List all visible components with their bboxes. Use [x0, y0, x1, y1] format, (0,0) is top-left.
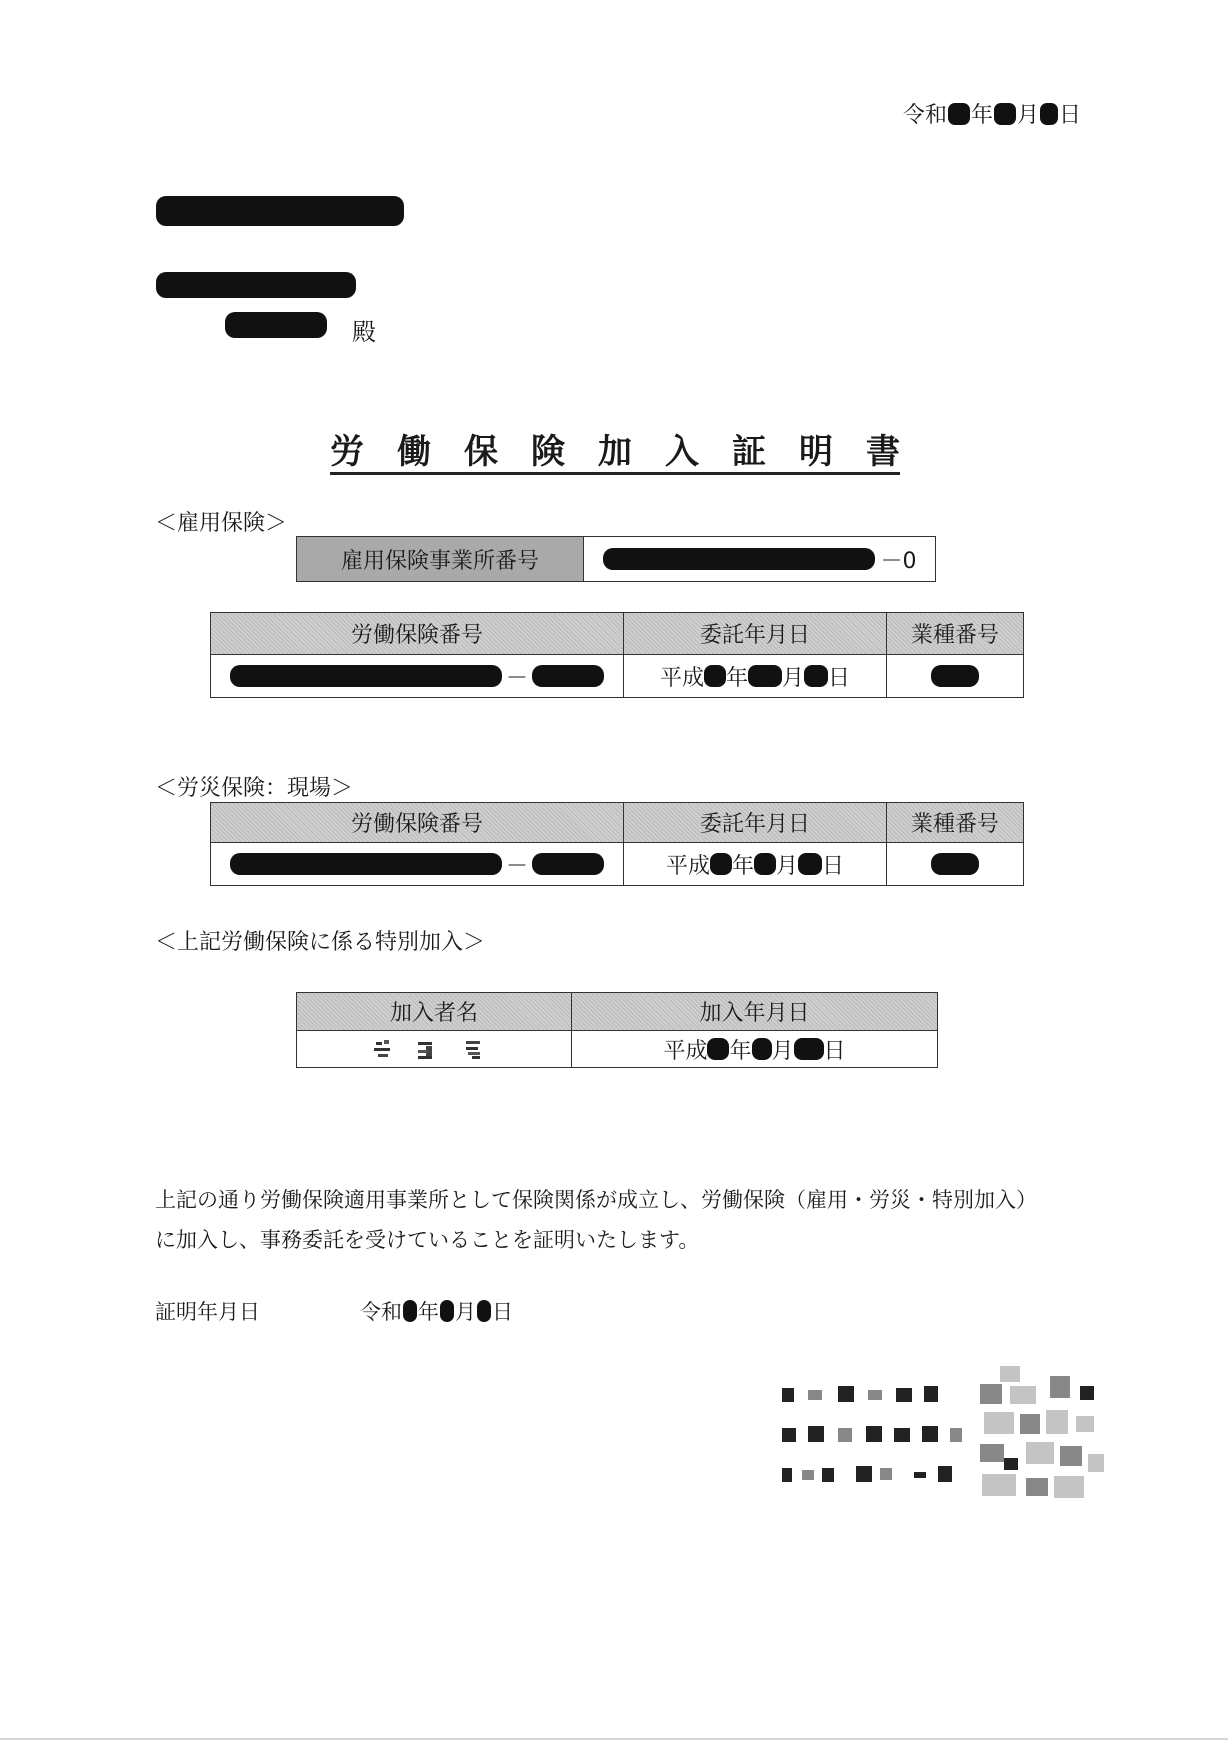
employment-industry-cell — [887, 655, 1024, 698]
workers-comp-industry-cell — [887, 843, 1024, 886]
addressee-org-redacted — [156, 196, 404, 226]
issue-date-day-unit: 日 — [1059, 103, 1082, 128]
employment-number-dash: － — [505, 665, 528, 691]
employment-industry-redacted — [931, 665, 979, 687]
special-header-date: 加入年月日 — [572, 993, 938, 1031]
certification-statement — [155, 1180, 1095, 1260]
office-number-redacted — [603, 548, 875, 570]
special-date-month-redacted — [752, 1038, 772, 1060]
title-char-7: 証 — [732, 431, 766, 472]
issuer-block-pixelated — [780, 1380, 980, 1510]
workers-comp-header-date: 委託年月日 — [624, 803, 887, 843]
issuer-seal-pixelated — [980, 1366, 1116, 1510]
employment-number-redacted — [230, 665, 502, 687]
title-char-2: 働 — [397, 431, 431, 472]
office-number-value — [584, 537, 936, 582]
employment-date-month-unit: 月 — [782, 665, 805, 691]
employment-date-year-unit: 年 — [725, 665, 748, 691]
title-char-6: 入 — [665, 431, 699, 472]
special-date-day-unit: 日 — [823, 1038, 846, 1064]
workers-comp-heading: ＜労災保険：現場＞ — [155, 776, 354, 801]
cert-date-day-unit: 日 — [492, 1300, 513, 1324]
employment-header-date: 委託年月日 — [624, 613, 887, 655]
employment-heading: ＜雇用保険＞ — [155, 511, 288, 536]
pixelated-name-glyph — [374, 1036, 494, 1062]
employment-date-month-redacted — [748, 665, 782, 687]
title-char-5: 加 — [598, 431, 632, 472]
title-char-3: 保 — [464, 431, 498, 472]
issue-date-year-unit: 年 — [971, 103, 994, 128]
office-number-label: 雇用保険事業所番号 — [297, 537, 584, 582]
cert-date-label: 証明年月日 — [155, 1300, 260, 1324]
title-char-1: 労 — [330, 431, 364, 472]
workers-comp-date-month-unit: 月 — [776, 853, 799, 879]
issue-date-month-unit: 月 — [1017, 103, 1040, 128]
special-date-day-redacted — [794, 1038, 824, 1060]
addressee-name-redacted — [225, 312, 327, 338]
employment-date-cell — [624, 655, 887, 698]
special-date-cell — [572, 1031, 938, 1068]
workers-comp-date-era: 平成 — [665, 853, 710, 879]
issue-date-era: 令和 — [903, 103, 948, 128]
special-header-name: 加入者名 — [297, 993, 572, 1031]
cert-date-month-unit: 月 — [455, 1300, 476, 1324]
workers-comp-date-year-unit: 年 — [731, 853, 754, 879]
workers-comp-table — [210, 802, 1024, 886]
employment-date-day-redacted — [804, 665, 828, 687]
document-title — [330, 424, 900, 475]
office-number-suffix: －0 — [880, 548, 917, 574]
scan-edge-line — [0, 1738, 1228, 1740]
special-name-cell — [297, 1031, 572, 1068]
statement-line-2: に加入し、事務委託を受けていることを証明いたします。 — [155, 1228, 700, 1252]
special-heading: ＜上記労働保険に係る特別加入＞ — [155, 930, 486, 955]
title-char-4: 険 — [531, 431, 565, 472]
special-name-pixelated — [297, 1031, 571, 1067]
office-number-table — [296, 536, 936, 582]
workers-comp-date-cell — [624, 843, 887, 886]
special-date-month-unit: 月 — [771, 1038, 794, 1064]
title-char-9: 書 — [866, 431, 900, 472]
employment-number-cell — [211, 655, 624, 698]
title-char-8: 明 — [799, 431, 833, 472]
employment-header-industry: 業種番号 — [887, 613, 1024, 655]
workers-comp-header-number: 労働保険番号 — [211, 803, 624, 843]
addressee-company-redacted — [156, 272, 356, 298]
employment-number-branch-redacted — [532, 665, 604, 687]
cert-date-year-unit: 年 — [418, 1300, 439, 1324]
workers-comp-date-day-unit: 日 — [822, 853, 845, 879]
special-date-era: 平成 — [663, 1038, 708, 1064]
workers-comp-date-day-redacted — [798, 853, 822, 875]
employment-header-number: 労働保険番号 — [211, 613, 624, 655]
workers-comp-date-year-redacted — [710, 853, 732, 875]
statement-line-1: 上記の通り労働保険適用事業所として保険関係が成立し、労働保険（雇用・労災・特別加入） — [155, 1188, 1037, 1212]
workers-comp-industry-redacted — [931, 853, 979, 875]
employment-date-day-unit: 日 — [828, 665, 851, 691]
workers-comp-number-branch-redacted — [532, 853, 604, 875]
issue-date — [903, 98, 1081, 129]
employment-date-year-redacted — [704, 665, 726, 687]
special-date-year-redacted — [707, 1038, 729, 1060]
workers-comp-number-cell — [211, 843, 624, 886]
workers-comp-number-redacted — [230, 853, 502, 875]
cert-date — [360, 1296, 513, 1326]
workers-comp-date-month-redacted — [754, 853, 776, 875]
addressee-honorific: 殿 — [352, 318, 376, 346]
workers-comp-number-dash: － — [505, 853, 528, 879]
employment-date-era: 平成 — [659, 665, 704, 691]
employment-table — [210, 612, 1024, 698]
workers-comp-header-industry: 業種番号 — [887, 803, 1024, 843]
special-date-year-unit: 年 — [729, 1038, 752, 1064]
special-table — [296, 992, 938, 1068]
cert-date-era: 令和 — [360, 1300, 402, 1324]
